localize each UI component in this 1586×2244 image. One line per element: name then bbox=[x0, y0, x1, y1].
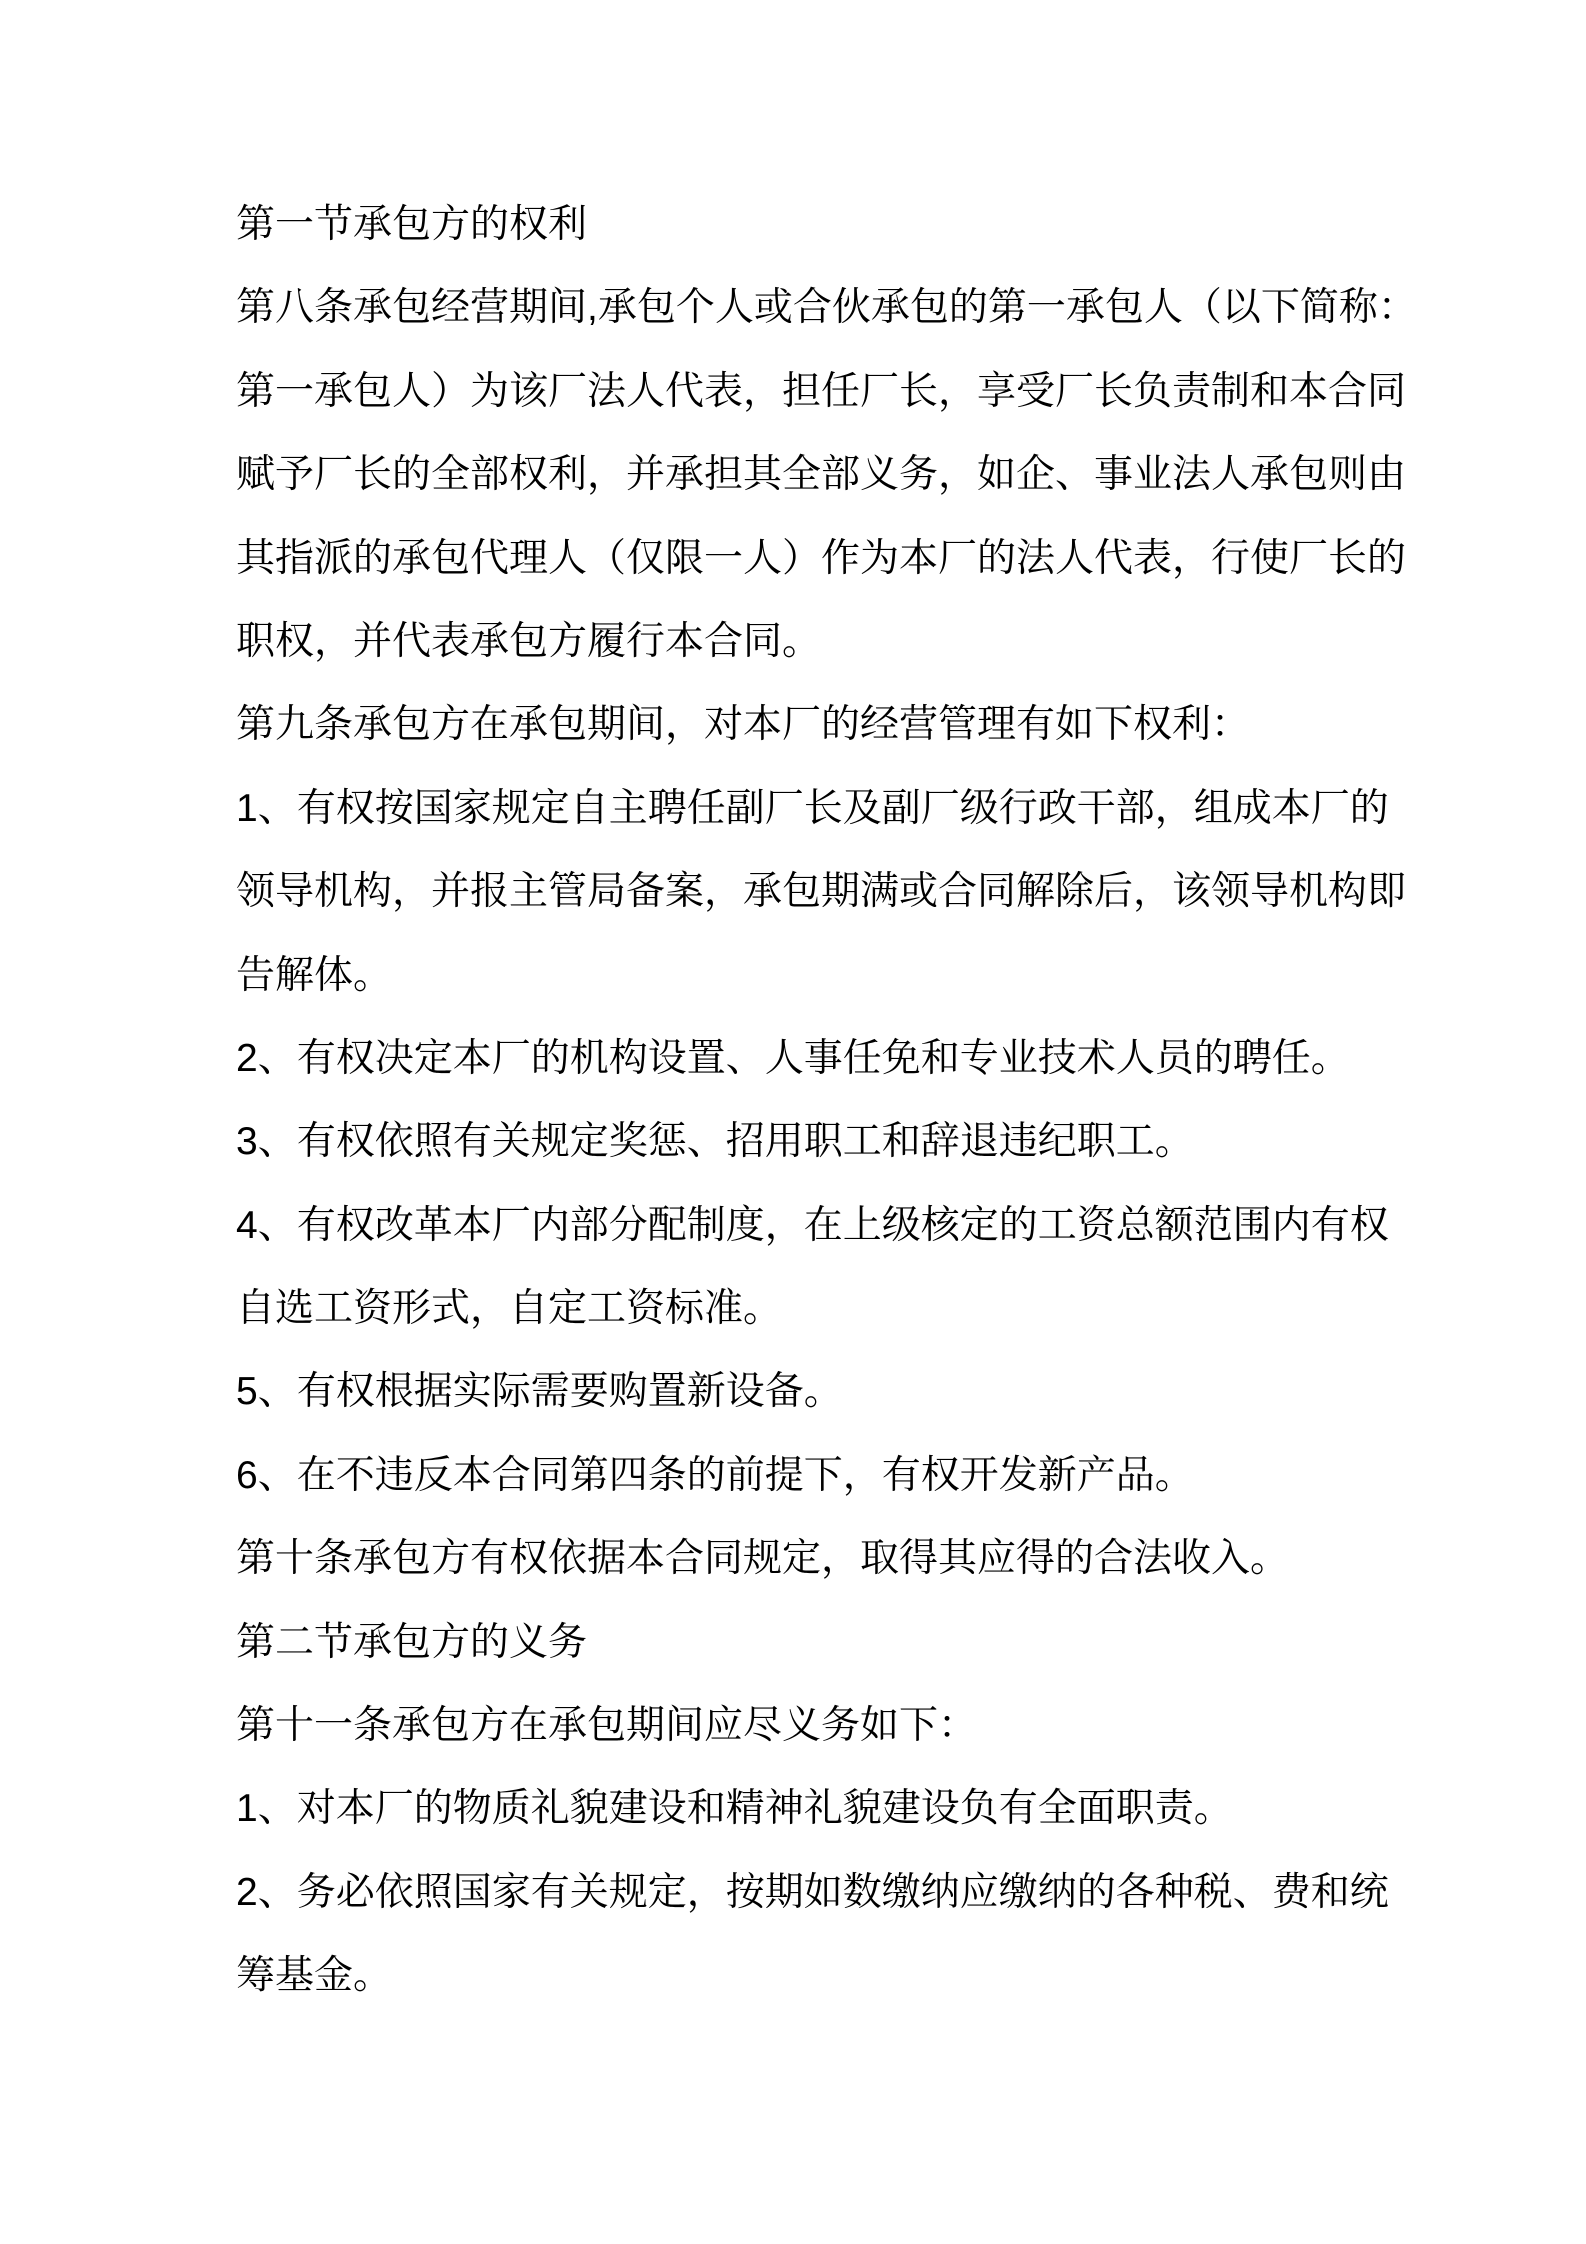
text-line: 3、有权依照有关规定奖惩、招用职工和辞退违纪职工。 bbox=[236, 1120, 1194, 1164]
text-line: 1、有权按国家规定自主聘任副厂长及副厂级行政干部，组成本厂的 bbox=[236, 786, 1389, 830]
text-line: 自选工资形式，自定工资标准。 bbox=[236, 1287, 783, 1331]
text-line: 第八条承包经营期间,承包个人或合伙承包的第一承包人（以下简称： bbox=[236, 286, 1417, 330]
text-line: 4、有权改革本厂内部分配制度，在上级核定的工资总额范围内有权 bbox=[236, 1203, 1389, 1247]
text-line: 第二节承包方的义务 bbox=[236, 1620, 588, 1664]
text-line: 第一节承包方的权利 bbox=[236, 203, 588, 246]
text-line: 告解体。 bbox=[236, 953, 393, 997]
text-line: 1、对本厂的物质礼貌建设和精神礼貌建设负有全面职责。 bbox=[236, 1787, 1233, 1831]
text-line: 5、有权根据实际需要购置新设备。 bbox=[236, 1370, 843, 1414]
text-line: 第九条承包方在承包期间，对本厂的经营管理有如下权利： bbox=[236, 703, 1251, 747]
text-line: 2、务必依照国家有关规定，按期如数缴纳应缴纳的各种税、费和统 bbox=[236, 1870, 1389, 1914]
text-line: 赋予厂长的全部权利，并承担其全部义务，如企、事业法人承包则由 bbox=[236, 453, 1407, 497]
text-line: 2、有权决定本厂的机构设置、人事任免和专业技术人员的聘任。 bbox=[236, 1036, 1350, 1080]
document-body bbox=[236, 183, 1496, 2018]
text-line: 第十条承包方有权依据本合同规定，取得其应得的合法收入。 bbox=[236, 1537, 1290, 1581]
text-line: 筹基金。 bbox=[236, 1954, 393, 1998]
text-line: 6、在不违反本合同第四条的前提下，有权开发新产品。 bbox=[236, 1453, 1194, 1497]
text-line: 职权，并代表承包方履行本合同。 bbox=[236, 619, 822, 663]
text-line: 第一承包人）为该厂法人代表，担任厂长，享受厂长负责制和本合同 bbox=[236, 369, 1407, 413]
text-line: 领导机构，并报主管局备案，承包期满或合同解除后，该领导机构即 bbox=[236, 870, 1407, 914]
text-line: 第十一条承包方在承包期间应尽义务如下： bbox=[236, 1704, 978, 1748]
text-line: 其指派的承包代理人（仅限一人）作为本厂的法人代表，行使厂长的 bbox=[236, 536, 1407, 580]
